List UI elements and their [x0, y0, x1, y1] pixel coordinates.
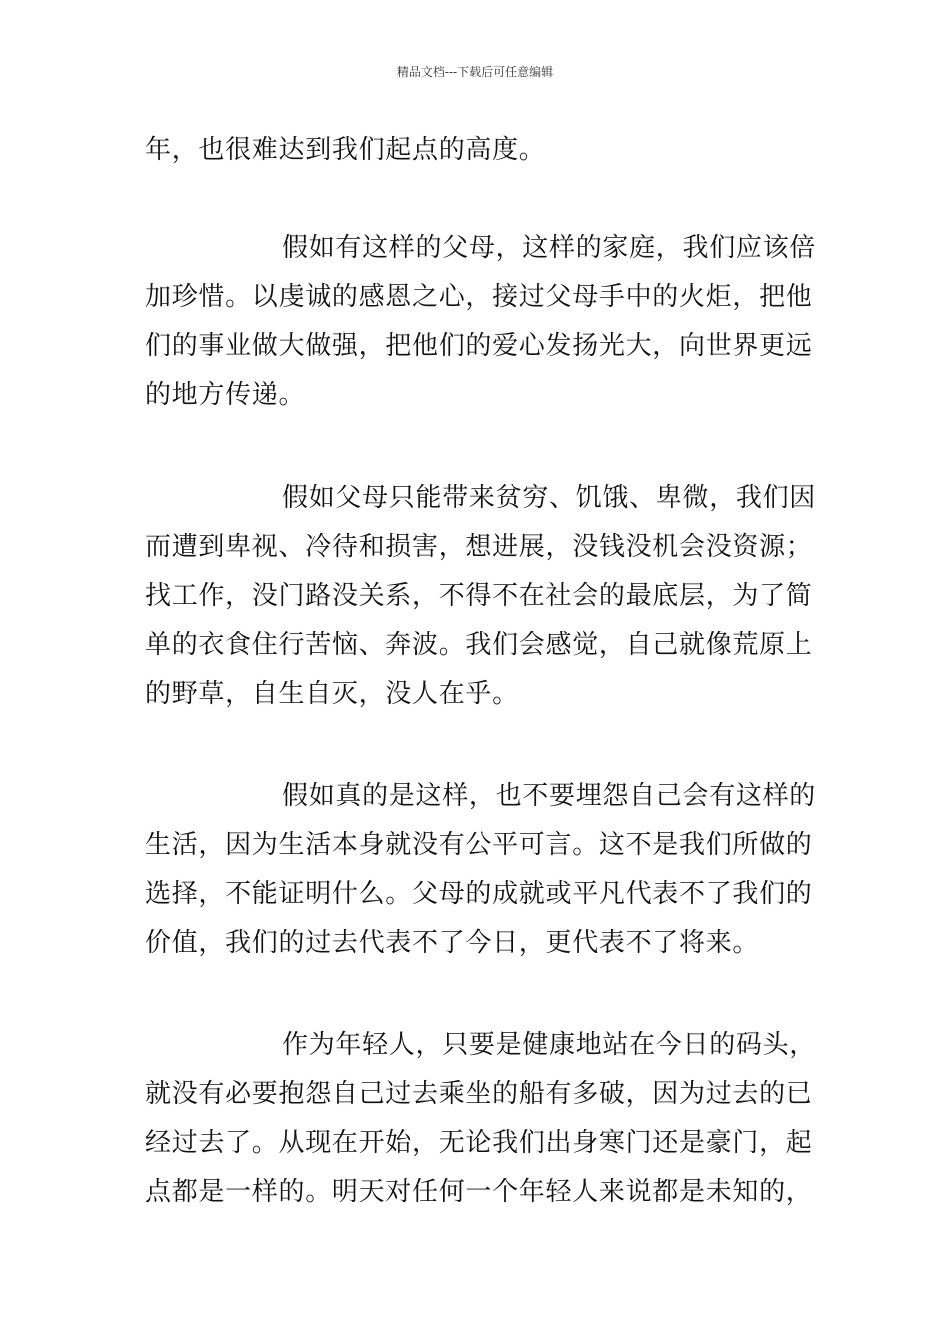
- page-header: 精品文档---下载后可任意编辑: [396, 65, 554, 79]
- paragraph-2-line-1: 假如有这样的父母，这样的家庭，我们应该倍: [282, 233, 817, 263]
- paragraph-4-line-4: 价值，我们的过去代表不了今日，更代表不了将来。: [145, 928, 760, 958]
- paragraph-5-line-4: 点都是一样的。明天对任何一个年轻人来说都是未知的，: [145, 1177, 813, 1207]
- paragraph-5-line-3: 经过去了。从现在开始，无论我们出身寒门还是豪门，起: [145, 1128, 813, 1158]
- paragraph-4-line-1: 假如真的是这样，也不要埋怨自己会有这样的: [282, 781, 817, 811]
- paragraph-3-line-2: 而遭到卑视、冷待和损害，想进展，没钱没机会没资源；: [145, 532, 813, 562]
- paragraph-4-line-3: 选择，不能证明什么。父母的成就或平凡代表不了我们的: [145, 879, 813, 909]
- paragraph-4-line-2: 生活，因为生活本身就没有公平可言。这不是我们所做的: [145, 830, 813, 860]
- paragraph-5-line-1: 作为年轻人，只要是健康地站在今日的码头，: [282, 1030, 817, 1060]
- paragraph-1-line-1: 年，也很难达到我们起点的高度。: [145, 135, 546, 165]
- paragraph-3-line-3: 找工作，没门路没关系，不得不在社会的最底层，为了简: [145, 581, 813, 611]
- paragraph-2-line-2: 加珍惜。以虔诚的感恩之心，接过父母手中的火炬，把他: [145, 282, 813, 312]
- paragraph-3-line-1: 假如父母只能带来贫穷、饥饿、卑微，我们因: [282, 483, 817, 513]
- paragraph-2-line-4: 的地方传递。: [145, 380, 306, 410]
- paragraph-3-line-4: 单的衣食住行苦恼、奔波。我们会感觉，自己就像荒原上: [145, 630, 813, 660]
- paragraph-2-line-3: 们的事业做大做强，把他们的爱心发扬光大，向世界更远: [145, 331, 813, 361]
- paragraph-3-line-5: 的野草，自生自灭，没人在乎。: [145, 679, 519, 709]
- paragraph-5-line-2: 就没有必要抱怨自己过去乘坐的船有多破，因为过去的已: [145, 1079, 813, 1109]
